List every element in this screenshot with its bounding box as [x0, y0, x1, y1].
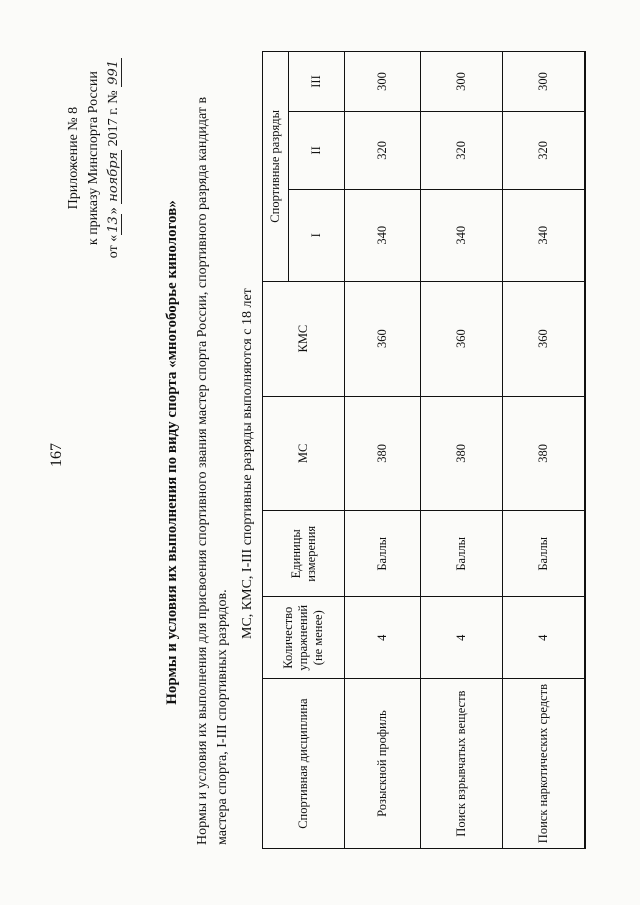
header-count: Количество упражнений (не менее)	[263, 597, 345, 679]
date-number: 991	[106, 60, 121, 85]
header-ms: МС	[263, 396, 345, 511]
cell-discipline: Поиск взрывчатых веществ	[421, 679, 503, 849]
cell-kms: 360	[503, 281, 585, 396]
cell-rank-3: 300	[421, 52, 503, 112]
cell-rank-2: 320	[345, 111, 421, 189]
intro-text: Нормы и условия их выполнения для присвоения спортивного звания мастер спорта России, спортивного разряда кандидат в мастера спорта, I-III спортивных разрядов.	[195, 96, 230, 845]
header-rank-1: I	[289, 189, 345, 281]
date-year: 2017 г. №	[106, 90, 121, 147]
cell-kms: 360	[421, 281, 503, 396]
date-mid: »	[106, 207, 121, 215]
cell-rank-1: 340	[421, 189, 503, 281]
cell-rank-2: 320	[421, 111, 503, 189]
date-prefix: от «	[106, 234, 121, 259]
date-month: ноября	[106, 151, 121, 202]
cell-count: 4	[421, 597, 503, 679]
cell-rank-3: 300	[503, 52, 585, 112]
cell-ms: 380	[503, 396, 585, 511]
header-rank-2: II	[289, 111, 345, 189]
age-subtitle: МС, КМС, I-III спортивные разряды выполняются с 18 лет	[240, 288, 255, 639]
table-row	[503, 52, 585, 849]
cell-rank-1: 340	[345, 189, 421, 281]
document-title: Нормы и условия их выполнения по виду спорта «многоборье кинологов»	[164, 200, 180, 705]
cell-count: 4	[345, 597, 421, 679]
header-ranks: Спортивные разряды	[263, 52, 289, 282]
cell-discipline: Поиск наркотических средств	[503, 679, 585, 849]
appendix-block	[64, 58, 124, 258]
header-kms: КМС	[263, 281, 345, 396]
page-number: 167	[48, 443, 65, 467]
appendix-date	[104, 58, 124, 258]
header-rank-3: III	[289, 52, 345, 112]
appendix-line2: к приказу Минспорта России	[86, 71, 101, 246]
date-day: 13	[106, 216, 121, 233]
cell-units: Баллы	[503, 511, 585, 597]
cell-ms: 380	[345, 396, 421, 511]
cell-units: Баллы	[421, 511, 503, 597]
cell-rank-2: 320	[503, 111, 585, 189]
header-discipline: Спортивная дисциплина	[263, 679, 345, 849]
cell-count: 4	[503, 597, 585, 679]
table-row	[345, 52, 421, 849]
header-units: Единицы измерения	[263, 511, 345, 597]
table-row	[421, 52, 503, 849]
cell-rank-3: 300	[345, 52, 421, 112]
cell-rank-1: 340	[503, 189, 585, 281]
appendix-line1: Приложение № 8	[66, 106, 81, 210]
cell-units: Баллы	[345, 511, 421, 597]
cell-kms: 360	[345, 281, 421, 396]
cell-ms: 380	[421, 396, 503, 511]
norms-table	[262, 51, 586, 849]
cell-discipline: Розыскной профиль	[345, 679, 421, 849]
